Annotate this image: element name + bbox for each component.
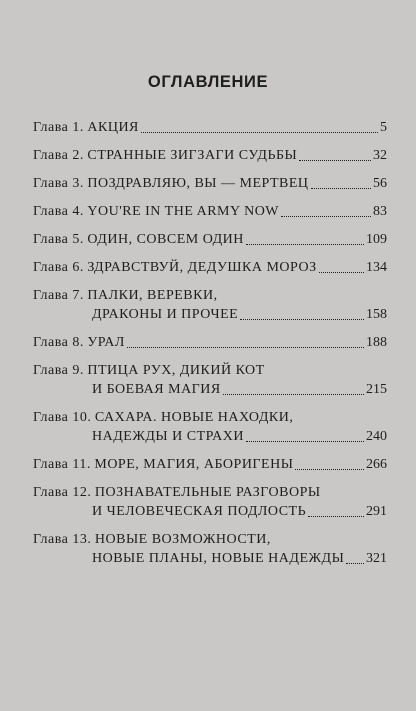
page-number: 266 [366, 457, 387, 472]
page-number: 5 [380, 120, 387, 135]
page-number: 240 [366, 429, 387, 444]
page-number: 321 [366, 551, 387, 566]
dot-leader [246, 441, 364, 442]
toc-entry [33, 230, 387, 249]
toc-row [33, 146, 387, 165]
chapter-title: ОДИН, СОВСЕМ ОДИН [87, 232, 244, 247]
page-number: 188 [366, 335, 387, 350]
dot-leader [141, 132, 378, 133]
toc-entry [33, 174, 387, 193]
toc-row [33, 455, 387, 474]
chapter-title: ПОЗНАВАТЕЛЬНЫЕ РАЗГОВОРЫ [94, 485, 321, 500]
chapter-prefix: Глава 4. [33, 204, 84, 219]
dot-leader [223, 394, 364, 395]
toc-entry [33, 361, 387, 399]
dot-leader [240, 319, 364, 320]
toc-entry [33, 530, 387, 568]
chapter-title: САХАРА. НОВЫЕ НАХОДКИ, [94, 410, 294, 425]
dot-leader [308, 516, 364, 517]
chapter-title: МОРЕ, МАГИЯ, АБОРИГЕНЫ [94, 457, 294, 472]
toc-entry [33, 333, 387, 352]
dot-leader [319, 272, 364, 273]
toc-row [33, 258, 387, 277]
page-number: 291 [366, 504, 387, 519]
toc-entry [33, 146, 387, 165]
chapter-prefix: Глава 12. [33, 485, 92, 500]
chapter-prefix: Глава 6. [33, 260, 84, 275]
dot-leader [127, 347, 364, 348]
dot-leader [346, 563, 364, 564]
toc-row [33, 427, 387, 446]
toc-row [33, 230, 387, 249]
toc-row [33, 118, 387, 137]
chapter-title: НОВЫЕ ВОЗМОЖНОСТИ, [94, 532, 271, 547]
chapter-prefix: Глава 7. [33, 288, 84, 303]
chapter-prefix: Глава 8. [33, 335, 84, 350]
chapter-prefix: Глава 2. [33, 148, 84, 163]
chapter-title: АКЦИЯ [87, 120, 139, 135]
page-number: 158 [366, 307, 387, 322]
dot-leader [299, 160, 371, 161]
toc-row [33, 530, 387, 549]
dot-leader [311, 188, 371, 189]
chapter-title-continued: НОВЫЕ ПЛАНЫ, НОВЫЕ НАДЕЖДЫ [92, 551, 345, 566]
chapter-title: ПТИЦА РУХ, ДИКИЙ КОТ [87, 363, 265, 378]
chapter-title-continued: НАДЕЖДЫ И СТРАХИ [92, 429, 244, 444]
table-of-contents [33, 118, 387, 568]
toc-row [33, 333, 387, 352]
dot-leader [295, 469, 364, 470]
chapter-prefix: Глава 5. [33, 232, 84, 247]
toc-entry [33, 286, 387, 324]
toc-row [33, 174, 387, 193]
toc-entry [33, 202, 387, 221]
toc-row [33, 483, 387, 502]
toc-row [33, 380, 387, 399]
chapter-title: YOU'RE IN THE ARMY NOW [87, 204, 280, 219]
toc-row [33, 549, 387, 568]
toc-row [33, 408, 387, 427]
page-title: ОГЛАВЛЕНИЕ [147, 73, 269, 91]
chapter-title: ЗДРАВСТВУЙ, ДЕДУШКА МОРОЗ [87, 260, 317, 275]
page-number: 215 [366, 382, 387, 397]
chapter-prefix: Глава 10. [33, 410, 92, 425]
chapter-title: УРАЛ [87, 335, 125, 350]
chapter-title: ПАЛКИ, ВЕРЕВКИ, [87, 288, 218, 303]
toc-row [33, 202, 387, 221]
chapter-title: ПОЗДРАВЛЯЮ, ВЫ — МЕРТВЕЦ [87, 176, 309, 191]
page-number: 109 [366, 232, 387, 247]
toc-row [33, 305, 387, 324]
chapter-prefix: Глава 3. [33, 176, 84, 191]
chapter-title-continued: И БОЕВАЯ МАГИЯ [92, 382, 221, 397]
toc-entry [33, 118, 387, 137]
page-number: 56 [373, 176, 387, 191]
page-number: 83 [373, 204, 387, 219]
toc-entry [33, 408, 387, 446]
toc-entry [33, 258, 387, 277]
page-number: 134 [366, 260, 387, 275]
toc-row [33, 286, 387, 305]
toc-row [33, 502, 387, 521]
chapter-prefix: Глава 11. [33, 457, 91, 472]
dot-leader [281, 216, 371, 217]
toc-entry [33, 455, 387, 474]
dot-leader [246, 244, 364, 245]
chapter-prefix: Глава 1. [33, 120, 84, 135]
chapter-prefix: Глава 9. [33, 363, 84, 378]
chapter-title-continued: ДРАКОНЫ И ПРОЧЕЕ [92, 307, 239, 322]
toc-entry [33, 483, 387, 521]
chapter-title-continued: И ЧЕЛОВЕЧЕСКАЯ ПОДЛОСТЬ [92, 504, 307, 519]
chapter-prefix: Глава 13. [33, 532, 92, 547]
toc-row [33, 361, 387, 380]
chapter-title: СТРАННЫЕ ЗИГЗАГИ СУДЬБЫ [87, 148, 298, 163]
page-number: 32 [373, 148, 387, 163]
